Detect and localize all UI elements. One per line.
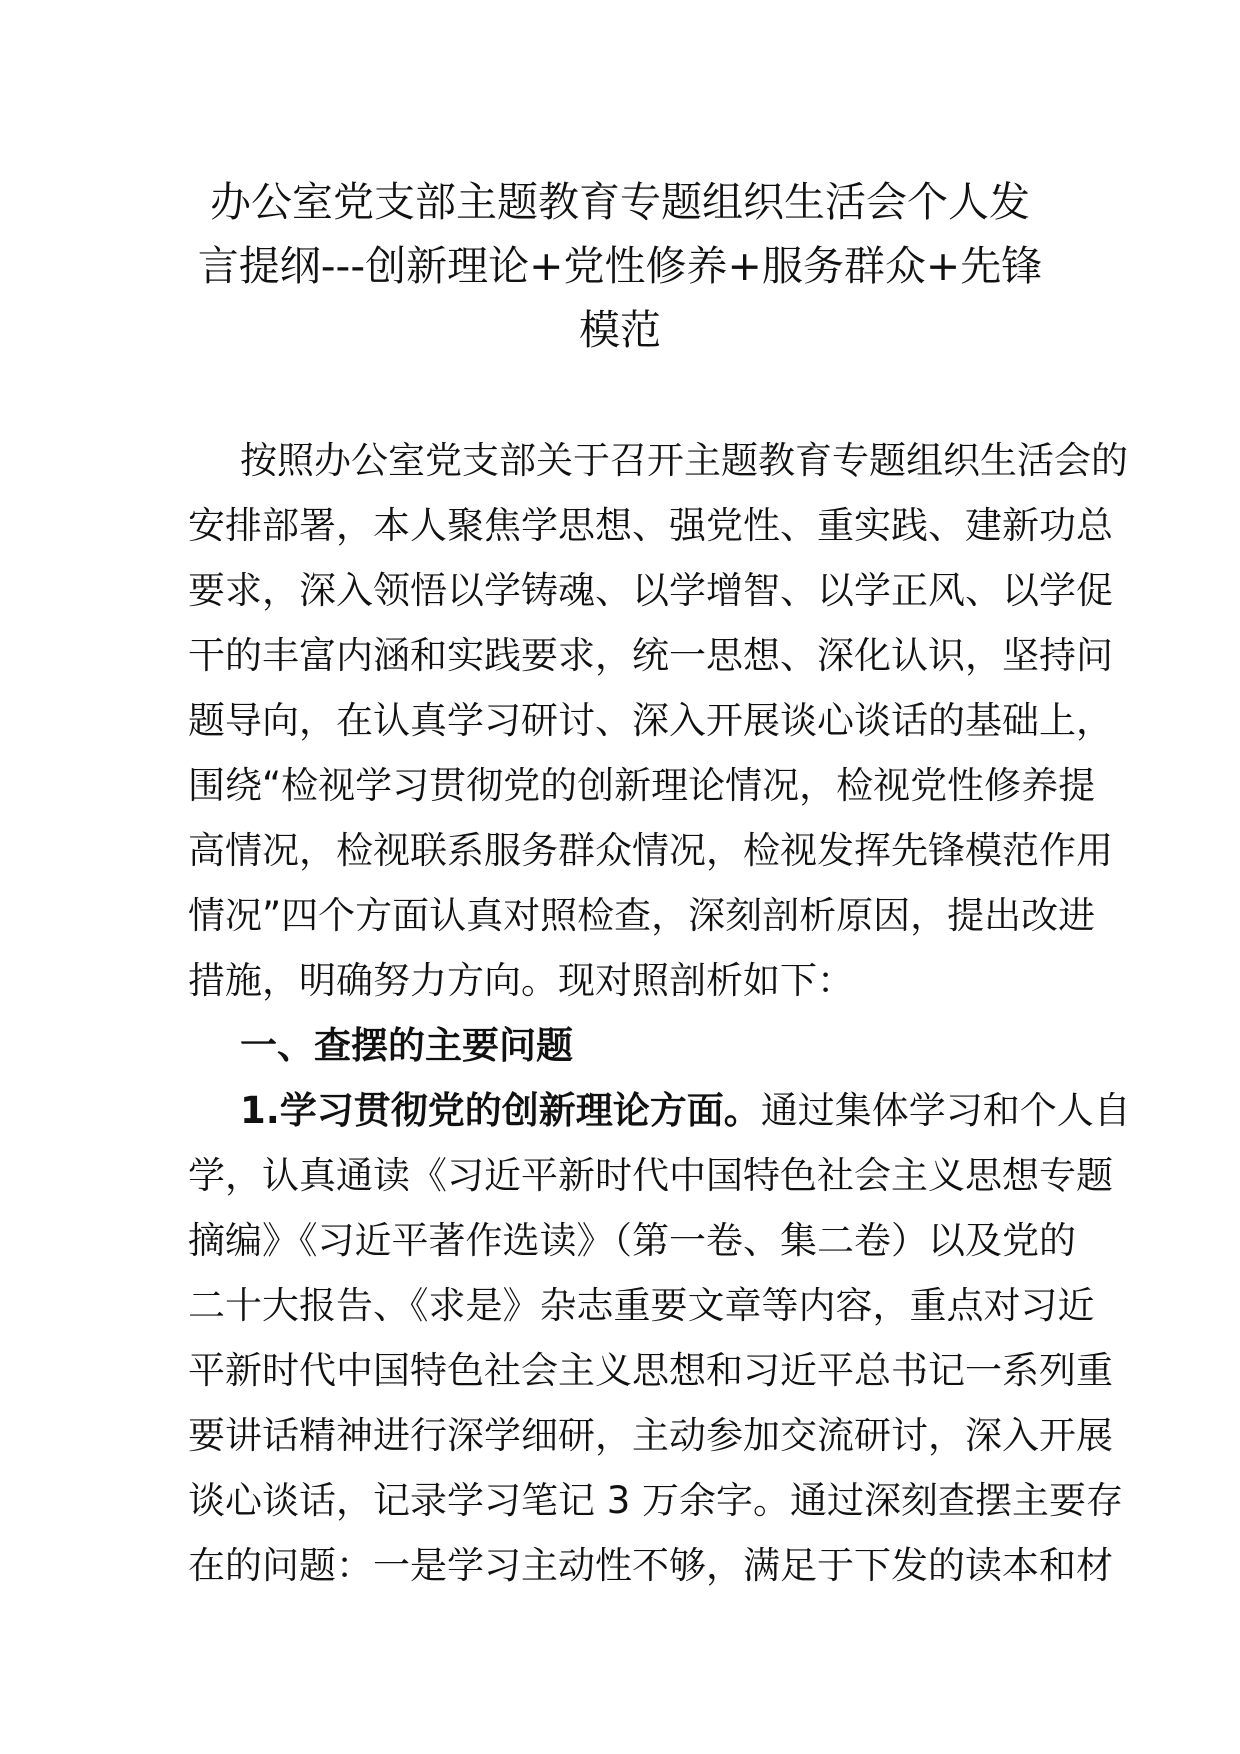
paragraph-line: 按照办公室党支部关于召开主题教育专题组织生活会的 [240, 439, 1128, 482]
paragraph-line: 措施，明确努力方向。现对照剖析如下： [188, 959, 854, 1002]
paragraph-line: 摘编》《习近平著作选读》（第一卷、集二卷）以及党的 [188, 1219, 1076, 1262]
section-heading: 一、查摆的主要问题 [240, 1024, 573, 1067]
item1-first-line [188, 1078, 1131, 1143]
item1-first-text: 通过集体学习和个人自 [760, 1089, 1131, 1132]
paragraph-line: 学，认真通读《习近平新时代中国特色社会主义思想专题 [188, 1154, 1113, 1197]
paragraph-line: 谈心谈话，记录学习笔记 3 万余字。通过深刻查摆主要存 [188, 1479, 1124, 1522]
paragraph-line: 要讲话精神进行深学细研，主动参加交流研讨，深入开展 [188, 1414, 1113, 1457]
paragraph-line: 题导向，在认真学习研讨、深入开展谈心谈话的基础上， [188, 699, 1113, 742]
title-line: 言提纲---创新理论+党性修养+服务群众+先锋 [197, 242, 1043, 290]
paragraph-line: 安排部署，本人聚焦学思想、强党性、重实践、建新功总 [188, 504, 1113, 547]
document-body [188, 428, 1131, 1598]
paragraph-line: 情况”四个方面认真对照检查，深刻剖析原因，提出改进 [188, 894, 1096, 937]
paragraph-line: 围绕“检视学习贯彻党的创新理论情况，检视党性修养提 [188, 764, 1096, 807]
item1-paragraph [188, 1078, 1131, 1598]
paragraph-line: 二十大报告、《求是》杂志重要文章等内容，重点对习近 [188, 1284, 1095, 1327]
title-line: 模范 [579, 306, 661, 354]
document-title [190, 170, 1050, 362]
title-line: 办公室党支部主题教育专题组织生活会个人发 [210, 178, 1030, 226]
paragraph-line: 要求，深入领悟以学铸魂、以学增智、以学正风、以学促 [188, 569, 1113, 612]
item1-heading: 1.学习贯彻党的创新理论方面。 [240, 1089, 761, 1132]
paragraph-line: 干的丰富内涵和实践要求，统一思想、深化认识，坚持问 [188, 634, 1113, 677]
paragraph-line: 在的问题：一是学习主动性不够，满足于下发的读本和材 [188, 1544, 1113, 1587]
paragraph-line: 高情况，检视联系服务群众情况，检视发挥先锋模范作用 [188, 829, 1113, 872]
intro-paragraph [188, 428, 1128, 1013]
paragraph-line: 平新时代中国特色社会主义思想和习近平总书记一系列重 [188, 1349, 1113, 1392]
